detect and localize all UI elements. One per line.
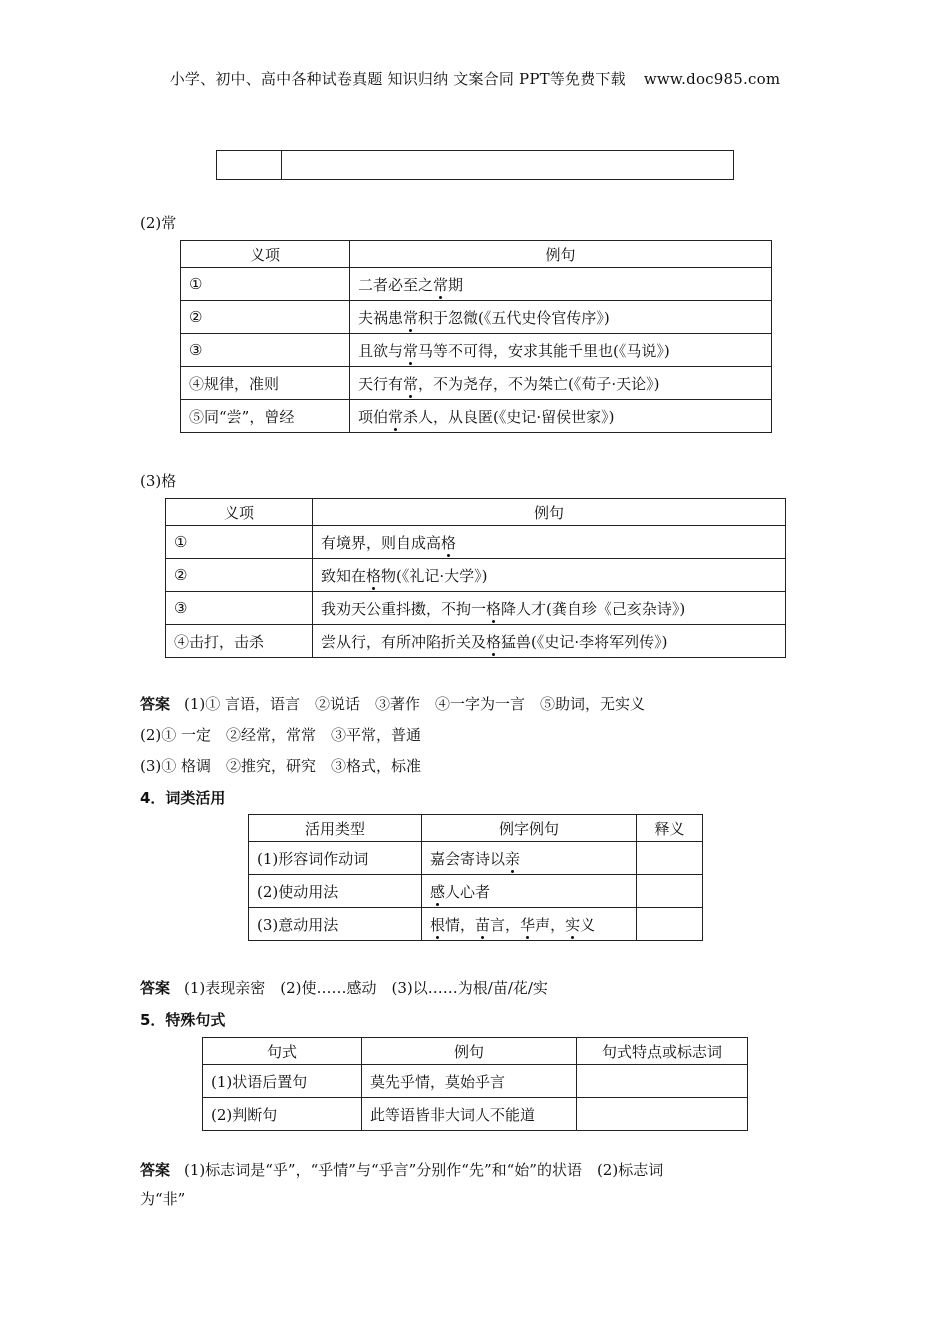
- type-cell: (3)意动用法: [249, 908, 422, 941]
- example-cell: 二者必至之常期: [350, 268, 772, 301]
- emphasis-char: 常: [403, 374, 419, 393]
- header-text: 小学、初中、高中各种试卷真题 知识归纳 文案合同 PPT等免费下载: [169, 70, 626, 88]
- table-row: [203, 1065, 748, 1098]
- table-row: [181, 400, 772, 433]
- emphasis-char: 华: [520, 915, 536, 934]
- emphasis-char: 常: [388, 407, 404, 426]
- emphasis-char: 亲: [505, 849, 521, 868]
- answer-label: 答案: [140, 1161, 171, 1179]
- meaning-cell: ④击打，击杀: [166, 625, 313, 658]
- emphasis-char: 感: [430, 882, 446, 901]
- example-cell: 莫先乎情，莫始乎言: [362, 1065, 577, 1098]
- page-header: [0, 68, 950, 89]
- emphasis-char: 格: [441, 533, 457, 552]
- meaning-cell: ⑤同“尝”，曾经: [181, 400, 350, 433]
- type-cell: (1)状语后置句: [203, 1065, 362, 1098]
- example-cell: 我劝天公重抖擞，不拘一格降人才(龚自珍《己亥杂诗》): [313, 592, 786, 625]
- emphasis-char: 格: [486, 632, 502, 651]
- sentence-pattern-table: [202, 1037, 748, 1131]
- section-title: (2)常: [140, 214, 177, 232]
- emphasis-char: 常: [403, 308, 419, 327]
- table-row: [249, 875, 703, 908]
- answer-label: 答案: [140, 979, 171, 997]
- example-cell: 致知在格物(《礼记·大学》): [313, 559, 786, 592]
- example-cell: 感人心者: [422, 875, 637, 908]
- emphasis-char: 格: [366, 566, 382, 585]
- emphasis-char: 苗: [475, 915, 491, 934]
- emphasis-char: 常: [433, 275, 449, 294]
- col-header: 例句: [313, 499, 786, 526]
- meaning-cell: ①: [166, 526, 313, 559]
- example-cell: 此等语皆非大词人不能道: [362, 1098, 577, 1131]
- type-cell: (2)使动用法: [249, 875, 422, 908]
- example-cell: 夫祸患常积于忽微(《五代史伶官传序》): [350, 301, 772, 334]
- answer-line: 答案 (1)① 言语，语言 ②说话 ③著作 ④一字为一言 ⑤助词，无实义: [140, 695, 646, 713]
- emphasis-char: 常: [403, 341, 419, 360]
- col-header: 活用类型: [249, 815, 422, 842]
- header-url: www.doc985.com: [643, 70, 781, 88]
- table-row: [166, 592, 786, 625]
- table-row: [249, 842, 703, 875]
- table-row: [181, 268, 772, 301]
- col-header: 义项: [166, 499, 313, 526]
- type-cell: (2)判断句: [203, 1098, 362, 1131]
- table-row: [166, 625, 786, 658]
- feature-cell: [577, 1065, 748, 1098]
- type-cell: (1)形容词作动词: [249, 842, 422, 875]
- answer-label: 答案: [140, 695, 171, 713]
- meaning-cell: ④规律，准则: [181, 367, 350, 400]
- table-row: [181, 301, 772, 334]
- meaning-cell: ③: [181, 334, 350, 367]
- table-row: [166, 526, 786, 559]
- table-row: [249, 908, 703, 941]
- example-cell: 嘉会寄诗以亲: [422, 842, 637, 875]
- emphasis-char: 根: [430, 915, 446, 934]
- example-cell: 根情，苗言，华声，实义: [422, 908, 637, 941]
- meaning-cell: [637, 908, 703, 941]
- answer-line: 答案 (1)标志词是“乎”，“乎情”与“乎言”分别作“先”和“始”的状语 (2)标志词: [140, 1161, 664, 1179]
- section-title: 4．词类活用: [140, 789, 226, 807]
- example-cell: 项伯常杀人，从良匿(《史记·留侯世家》): [350, 400, 772, 433]
- chang-table: [180, 240, 772, 433]
- empty-cell: [217, 151, 282, 180]
- empty-cell: [282, 151, 734, 180]
- answer-line: (2)① 一定 ②经常，常常 ③平常，普通: [140, 726, 422, 744]
- answer-line: 为“非”: [140, 1190, 186, 1208]
- section-title: (3)格: [140, 472, 177, 490]
- table-row: [181, 334, 772, 367]
- col-header: 例字例句: [422, 815, 637, 842]
- feature-cell: [577, 1098, 748, 1131]
- meaning-cell: ②: [166, 559, 313, 592]
- table-row: [203, 1098, 748, 1131]
- col-header: 句式特点或标志词: [577, 1038, 748, 1065]
- col-header: 例句: [362, 1038, 577, 1065]
- meaning-cell: ②: [181, 301, 350, 334]
- emphasis-char: 格: [486, 599, 502, 618]
- meaning-cell: [637, 875, 703, 908]
- example-cell: 尝从行，有所冲陷折关及格猛兽(《史记·李将军列传》): [313, 625, 786, 658]
- table-row: [166, 559, 786, 592]
- top-empty-table: [216, 150, 734, 180]
- meaning-cell: ①: [181, 268, 350, 301]
- meaning-cell: [637, 842, 703, 875]
- table-row: [181, 367, 772, 400]
- word-usage-table: [248, 814, 703, 941]
- ge-table: [165, 498, 786, 658]
- answer-line: 答案 (1)表现亲密 (2)使……感动 (3)以……为根/苗/花/实: [140, 979, 548, 997]
- col-header: 句式: [203, 1038, 362, 1065]
- col-header: 义项: [181, 241, 350, 268]
- section-title: 5．特殊句式: [140, 1011, 226, 1029]
- emphasis-char: 实: [565, 915, 581, 934]
- col-header: 释义: [637, 815, 703, 842]
- example-cell: 天行有常，不为尧存，不为桀亡(《荀子·天论》): [350, 367, 772, 400]
- example-cell: 有境界，则自成高格: [313, 526, 786, 559]
- answer-line: (3)① 格调 ②推究，研究 ③格式，标准: [140, 757, 422, 775]
- example-cell: 且欲与常马等不可得，安求其能千里也(《马说》): [350, 334, 772, 367]
- col-header: 例句: [350, 241, 772, 268]
- meaning-cell: ③: [166, 592, 313, 625]
